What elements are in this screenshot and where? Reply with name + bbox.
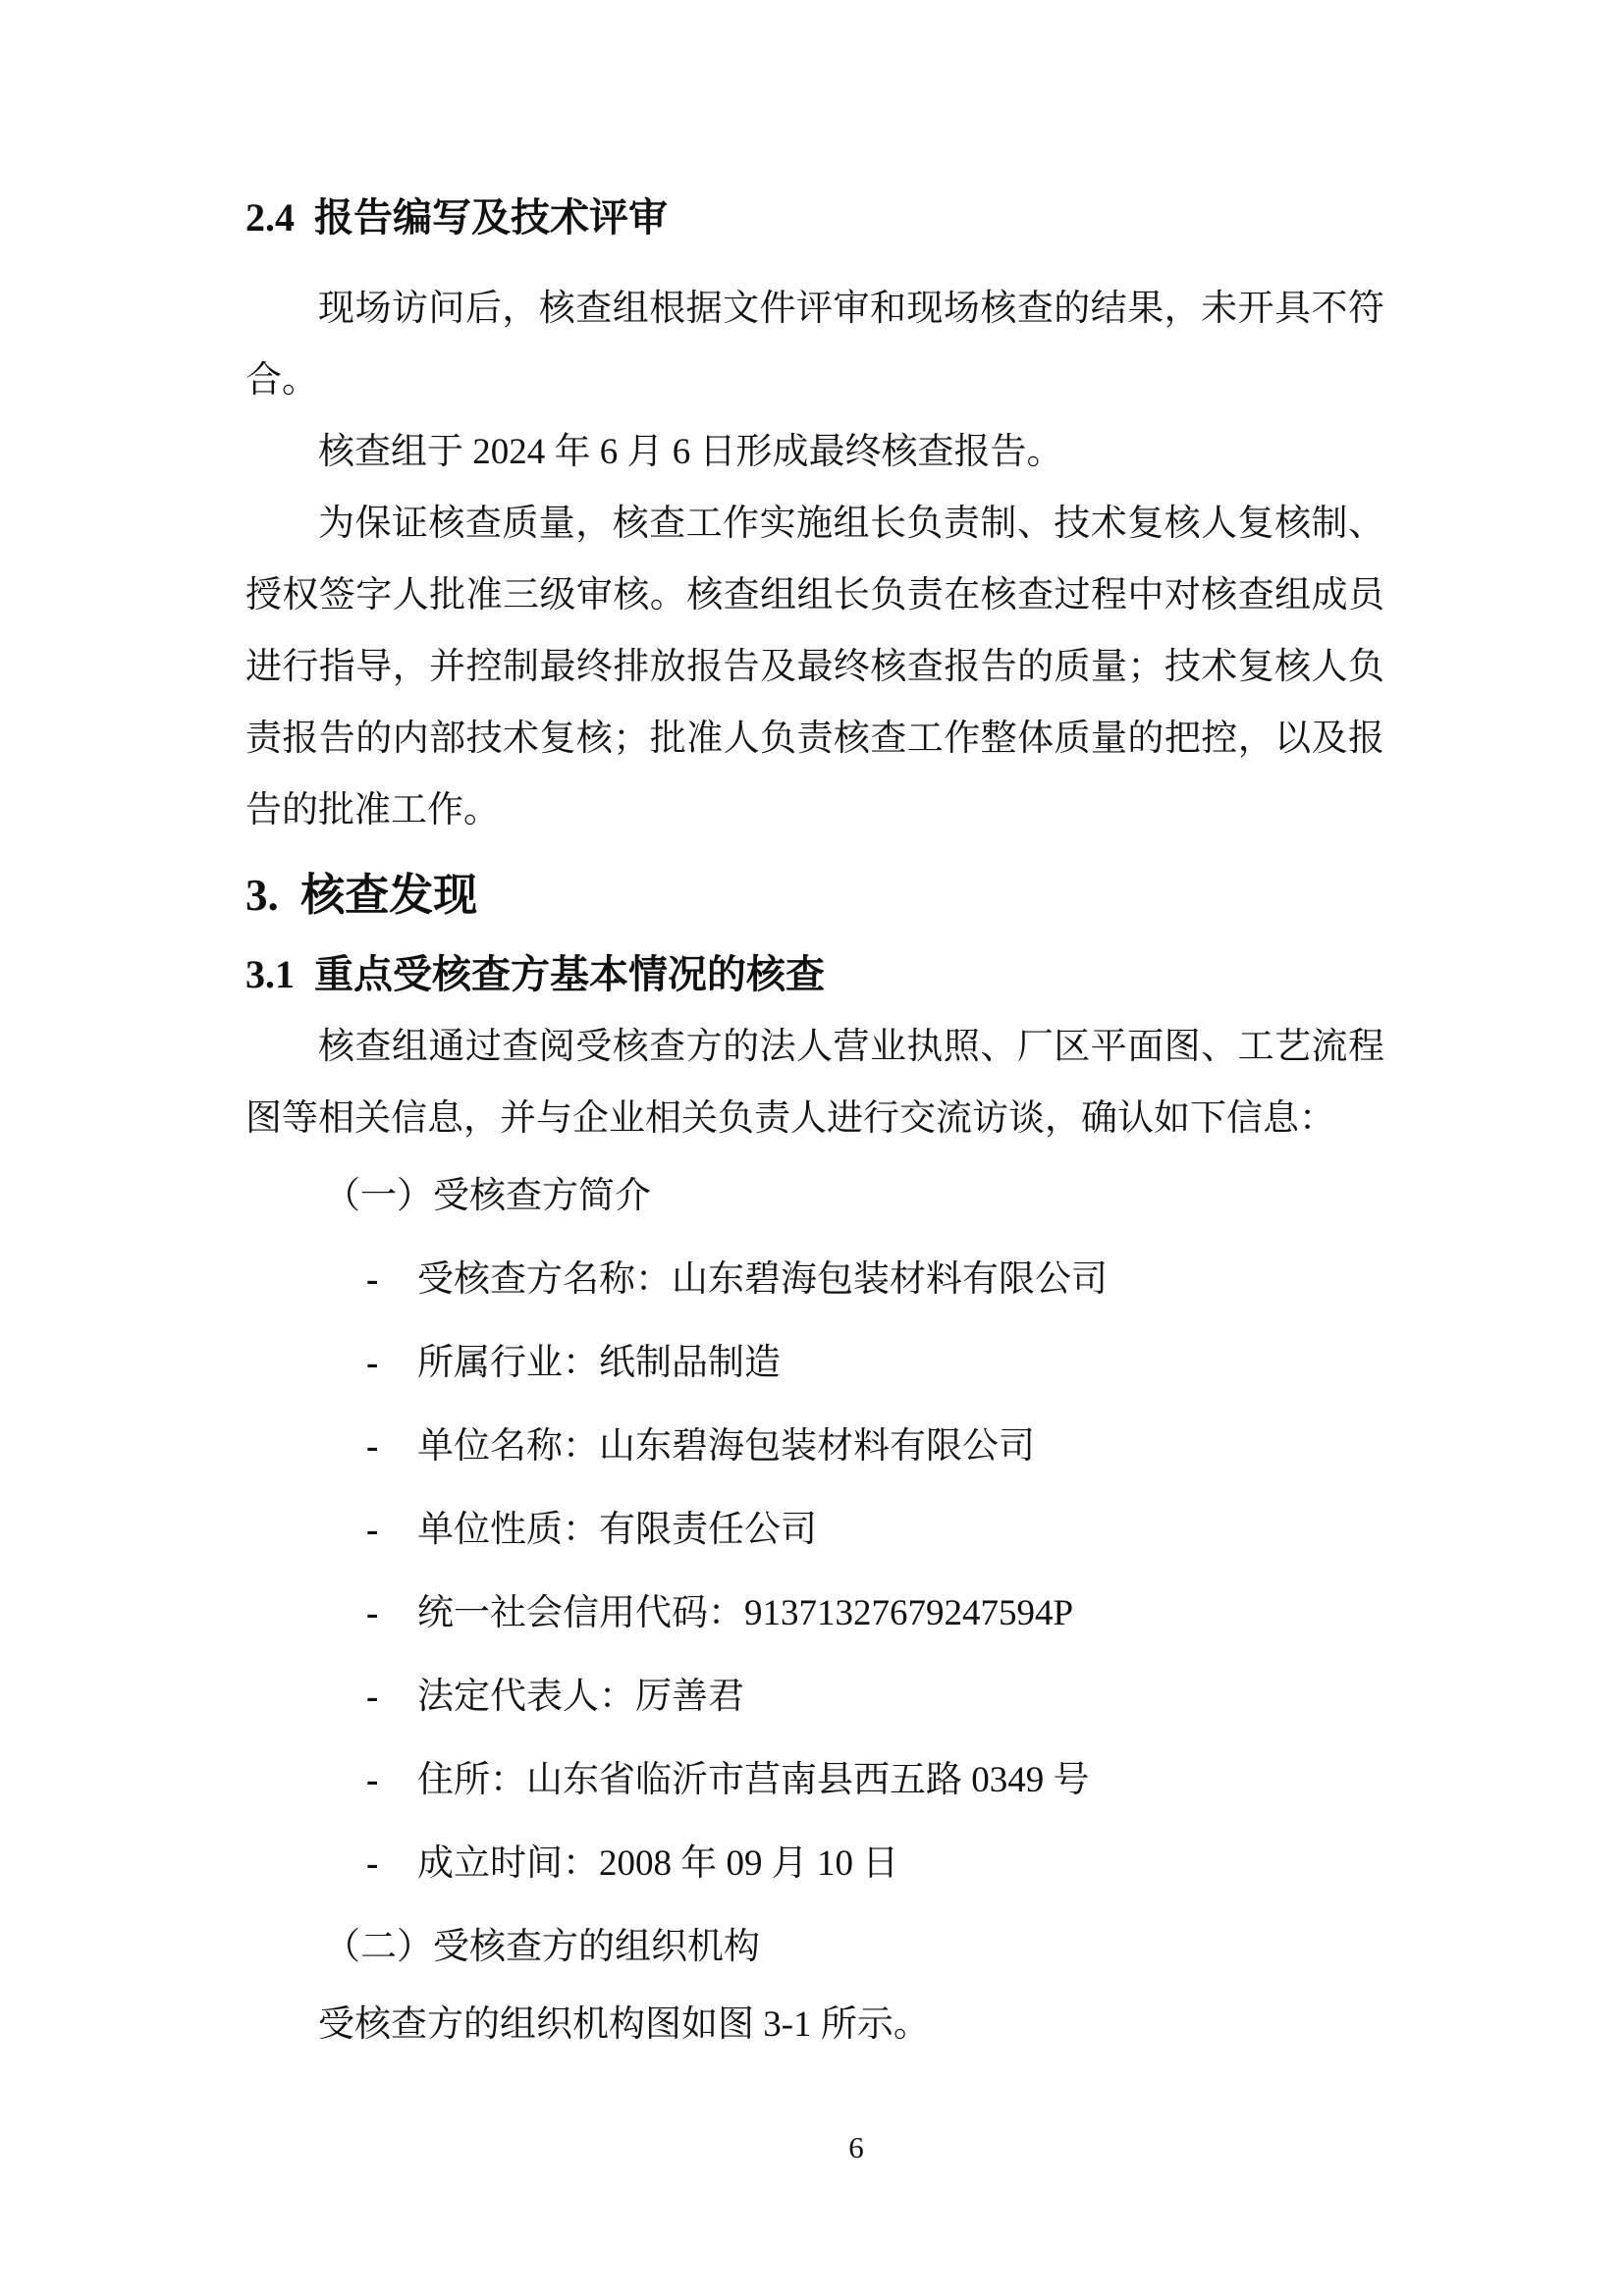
list-item	[245, 1572, 1384, 1655]
list-item	[245, 1238, 1384, 1321]
subsection-title-two: （二）受核查方的组织机构	[324, 1927, 760, 1967]
list-item-text: 成立时间：2008 年 09 月 10 日	[417, 1843, 899, 1884]
section-heading-3: 3. 核查发现	[245, 871, 478, 920]
list-item-text: 单位名称：山东碧海包装材料有限公司	[417, 1426, 1035, 1467]
paragraph: 受核查方的组织机构图如图 3-1 所示。	[318, 2004, 930, 2045]
paragraph: 核查组于 2024 年 6 月 6 日形成最终核查报告。	[318, 432, 1063, 472]
paragraph: 现场访问后，核查组根据文件评审和现场核查的结果，未开具不符合。	[245, 289, 1384, 400]
list-dash: -	[366, 1510, 379, 1550]
list-item	[245, 1405, 1384, 1488]
paragraph: 核查组通过查阅受核查方的法人营业执照、厂区平面图、工艺流程图等相关信息，并与企业相关负责人进行交流访谈，确认如下信息：	[245, 1027, 1384, 1139]
list-dash: -	[366, 1259, 379, 1300]
list-dash: -	[366, 1843, 379, 1884]
list-item	[245, 1822, 1384, 1905]
list-item-text: 受核查方名称：山东碧海包装材料有限公司	[417, 1259, 1108, 1300]
list-item-text: 法定代表人：厉善君	[417, 1677, 744, 1717]
list-item-text: 所属行业：纸制品制造	[417, 1343, 781, 1383]
page-number: 6	[848, 2130, 864, 2164]
list-dash: -	[366, 1593, 379, 1633]
list-dash: -	[366, 1343, 379, 1383]
list-item	[245, 1321, 1384, 1405]
list-item	[245, 1488, 1384, 1572]
list-dash: -	[366, 1426, 379, 1467]
list-dash: -	[366, 1760, 379, 1800]
list-dash: -	[366, 1677, 379, 1717]
section-heading-3-1: 3.1 重点受核查方基本情况的核查	[245, 952, 825, 996]
paragraph: 为保证核查质量，核查工作实施组长负责制、技术复核人复核制、授权签字人批准三级审核。核查组组长负责在核查过程中对核查组成员进行指导，并控制最终排放报告及最终核查报告的质量；技术复核人负责报告的内部技术复核；批准人负责核查工作整体质量的把控，以及报告的批准工作。	[245, 504, 1384, 830]
list-item	[245, 1738, 1384, 1822]
list-item-text: 单位性质：有限责任公司	[417, 1510, 817, 1550]
list-item	[245, 1655, 1384, 1738]
section-heading-2-4: 2.4 报告编写及技术评审	[245, 195, 668, 240]
subsection-title-one: （一）受核查方简介	[324, 1176, 651, 1216]
list-item-text: 住所：山东省临沂市莒南县西五路 0349 号	[417, 1760, 1090, 1800]
list-item-text: 统一社会信用代码：91371327679247594P	[417, 1593, 1074, 1633]
